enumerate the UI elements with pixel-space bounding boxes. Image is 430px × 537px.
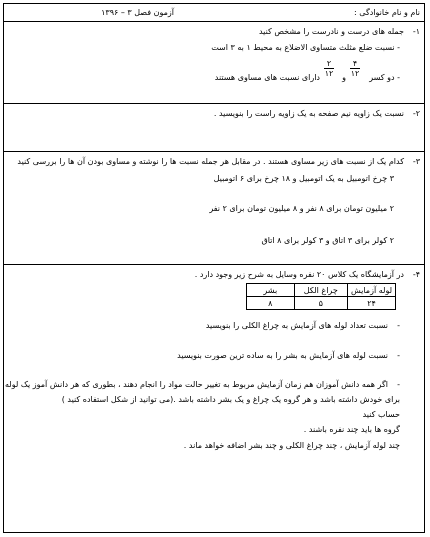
question-4 [4, 265, 424, 534]
statement-b-start: - دو کسر [369, 73, 400, 82]
header-row [4, 4, 424, 22]
bullet-icon: - [397, 351, 400, 360]
sub-question-c-line2: برای خودش داشته باشد و هر گروه یک چراغ و یک بشر داشته باشد .(می توانید از شکل استفاده کنید ) [61, 395, 400, 404]
table-header-cell: بشر [247, 284, 295, 297]
list-item: ۲ میلیون تومان برای ۸ نفر و ۸ میلیون تومان برای ۲ نفر [209, 204, 394, 213]
table-header-cell: لوله آزمایش [347, 284, 395, 297]
table-cell: ۵ [294, 297, 347, 310]
question-title: نسبت یک زاویه نیم صفحه به یک زاویه راست را بنویسید . [213, 109, 404, 118]
question-title: در آزمایشگاه یک کلاس ۲۰ نفره وسایل به شرح زیر وجود دارد . [194, 270, 404, 279]
and-word: و [342, 73, 346, 82]
fraction-four-twelfths [350, 59, 360, 78]
question-1 [4, 22, 424, 104]
lab-equipment-table [246, 283, 396, 310]
question-number: ۲- [412, 109, 420, 118]
sub-question-c-line3: حساب کنید [362, 410, 400, 419]
exam-title: آزمون فصل ۳ – ۱۳۹۶ [101, 8, 174, 17]
table-cell: ۸ [247, 297, 295, 310]
statement-b-end: دارای نسبت های مساوی هستند [214, 73, 320, 82]
table-row [247, 297, 396, 310]
sub-question-c-line1: اگر همه دانش آموزان هم زمان آزمایش مربوط به تغییر حالت مواد را انجام دهند ، بطوری که هر دانش آموز یک لوله [5, 380, 388, 389]
fraction-numerator: ۴ [350, 59, 360, 69]
list-item: ۳ چرخ اتومبیل به یک اتومبیل و ۱۸ چرخ برای ۶ اتومبیل [213, 174, 394, 183]
list-item: ۲ کولر برای ۳ اتاق و ۳ کولر برای ۸ اتاق [261, 236, 394, 245]
question-2 [4, 104, 424, 152]
table-cell: ۲۴ [347, 297, 395, 310]
fraction-denominator: ۱۲ [324, 69, 334, 78]
sub-question-b: نسبت لوله های آزمایش به بشر را به ساده ترین صورت بنویسید [177, 351, 388, 360]
question-number: ۴- [412, 270, 420, 279]
student-name-label: نام و نام خانوادگی : [354, 8, 420, 17]
bullet-icon: - [397, 380, 400, 389]
sub-question-c-line4: گروه ها باید چند نفره باشند . [303, 425, 400, 434]
question-title: جمله های درست و نادرست را مشخص کنید [258, 27, 404, 36]
fraction-numerator: ۲ [324, 59, 334, 69]
question-title: کدام یک از نسبت های زیر مساوی هستند . در مقابل هر جمله نسبت ها را نوشته و مساوی بودن آن ها را بررسی کنید [17, 157, 404, 166]
table-header-cell: چراغ الکل [294, 284, 347, 297]
sub-question-a: نسبت تعداد لوله های آزمایش به چراغ الکلی را بنویسید [205, 321, 388, 330]
fraction-denominator: ۱۲ [350, 69, 360, 78]
fraction-two-twelfths [324, 59, 334, 78]
bullet-icon: - [397, 321, 400, 330]
question-3 [4, 152, 424, 265]
table-header-row [247, 284, 396, 297]
question-number: ۳- [412, 157, 420, 166]
question-number: ۱- [412, 27, 420, 36]
exam-sheet [3, 3, 425, 533]
sub-question-c-line5: چند لوله آزمایش ، چند چراغ الکلی و چند بشر اضافه خواهد ماند . [183, 441, 400, 450]
statement-a: - نسبت ضلع مثلث متساوی الاضلاع به محیط ۱ به ۳ است [211, 43, 400, 52]
